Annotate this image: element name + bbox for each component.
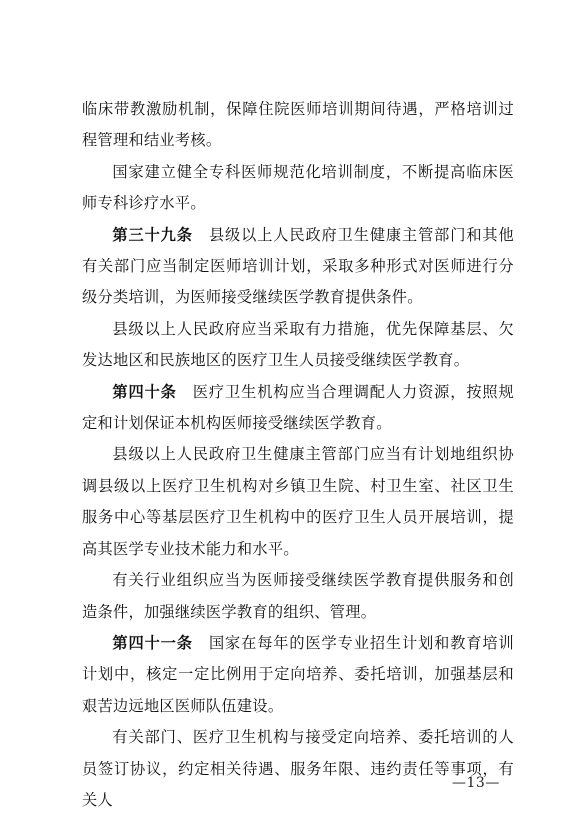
paragraph-8 — [82, 722, 514, 816]
paragraph-text: 有关行业组织应当为医师接受继续医学教育提供服务和创造条件，加强继续医学教育的组织、管理。 — [82, 571, 514, 621]
paragraph-text: 国家在每年的医学专业招生计划和教育培训计划中，核定一定比例用于定向培养、委托培训，加强基层和艰苦边远地区医师队伍建设。 — [82, 633, 515, 715]
paragraph-0 — [82, 94, 514, 157]
paragraph-text: 医疗卫生机构应当合理调配人力资源，按照规定和计划保证本机构医师接受继续医学教育。 — [82, 382, 514, 433]
article-39 — [82, 220, 514, 314]
paragraph-text: 有关部门、医疗卫生机构与接受定向培养、委托培训的人员签订协议，约定相关待遇、服务年限、违约责任等事项，有关人 — [82, 728, 514, 809]
paragraph-3 — [82, 314, 514, 377]
article-heading: 第四十一条 — [112, 633, 193, 652]
article-heading: 第三十九条 — [112, 225, 193, 244]
article-heading: 第四十条 — [112, 382, 177, 401]
body-text — [82, 94, 514, 816]
page-number: —13— — [452, 775, 500, 791]
article-41 — [82, 628, 514, 722]
article-40 — [82, 377, 514, 440]
paragraph-text: 国家建立健全专科医师规范化培训制度，不断提高临床医师专科诊疗水平。 — [82, 162, 514, 213]
paragraph-text: 县级以上人民政府卫生健康主管部门应当有计划地组织协调县级以上医疗卫生机构对乡镇卫生院、村卫生室、社区卫生服务中心等基层医疗卫生机构中的医疗卫生人员开展培训，提高其医学专业技术能力和水平。 — [82, 445, 514, 558]
paragraph-1 — [82, 157, 514, 220]
paragraph-text: 县级以上人民政府卫生健康主管部门和其他有关部门应当制定医师培训计划，采取多种形式对医师进行分级分类培训，为医师接受继续医学教育提供条件。 — [82, 225, 515, 307]
paragraph-6 — [82, 565, 514, 628]
paragraph-5 — [82, 439, 514, 565]
paragraph-text: 临床带教激励机制，保障住院医师培训期间待遇，严格培训过程管理和结业考核。 — [82, 100, 514, 150]
paragraph-text: 县级以上人民政府应当采取有力措施，优先保障基层、欠发达地区和民族地区的医疗卫生人员接受继续医学教育。 — [82, 319, 514, 370]
